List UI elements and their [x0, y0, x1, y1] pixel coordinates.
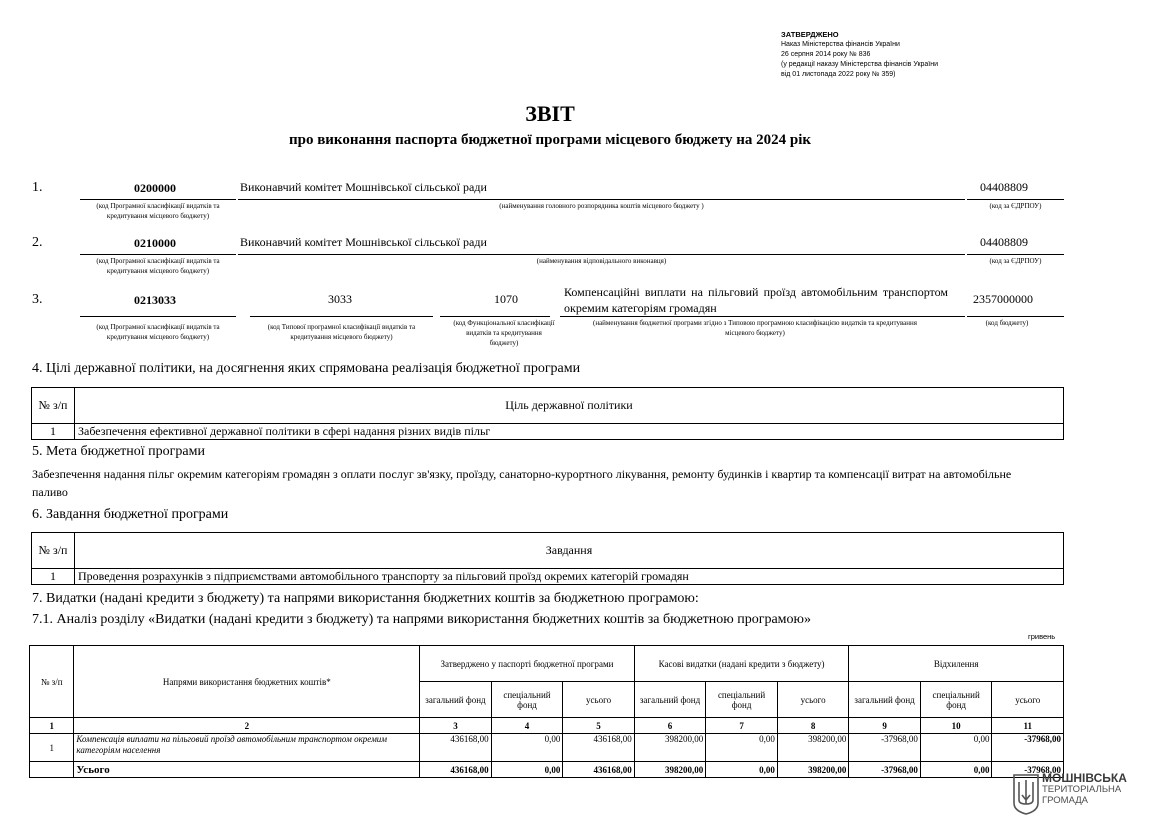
underline	[238, 254, 965, 255]
header-number: № з/п	[30, 646, 74, 718]
header-number: № з/п	[32, 533, 75, 569]
row2-number: 2.	[32, 235, 43, 250]
header-total: усього	[992, 682, 1064, 718]
header-total: усього	[777, 682, 848, 718]
row3-code: 0213033	[134, 293, 176, 307]
value-cell: -37968,00	[849, 734, 920, 762]
row3-number: 3.	[32, 292, 43, 307]
column-number: 1	[30, 718, 74, 734]
total-cell: 0,00	[920, 762, 992, 778]
row1-code: 0200000	[134, 181, 176, 195]
value-cell: 0,00	[491, 734, 563, 762]
section-5-title: 5. Мета бюджетної програми	[32, 444, 205, 459]
caption: (найменування бюджетної програми згідно з Типовою програмною класифікацією видатків та кредитування місцевого бюджету)	[593, 319, 917, 337]
approval-head: ЗАТВЕРДЖЕНО	[781, 30, 839, 39]
row2-name: Виконавчий комітет Мошнівської сільської ради	[240, 235, 487, 249]
purpose-text: Забезпечення надання пільг окремим категоріям громадян з оплати послуг зв'язку, проїзду, санаторно-курортного лікування, ремонту будинків і квартир та компенсації витрат на автомобільне паливо	[32, 467, 1012, 499]
column-number: 4	[491, 718, 563, 734]
column-number: 8	[777, 718, 848, 734]
approval-line: Наказ Міністерства фінансів України	[781, 41, 900, 48]
value-cell: 0,00	[706, 734, 778, 762]
total-cell: 0,00	[491, 762, 563, 778]
header-special: спеціальний фонд	[706, 682, 778, 718]
header-special: спеціальний фонд	[491, 682, 563, 718]
value-cell: 398200,00	[634, 734, 705, 762]
column-number: 9	[849, 718, 920, 734]
approval-line: 26 серпня 2014 року № 836	[781, 51, 871, 58]
underline	[238, 199, 965, 200]
value-cell: -37968,00	[992, 734, 1064, 762]
caption: (код за ЄДРПОУ)	[989, 202, 1042, 210]
approval-line: від 01 листопада 2022 року № 359)	[781, 71, 896, 78]
value-cell: 398200,00	[777, 734, 848, 762]
task-text: Проведення розрахунків з підприємствами автомобільного транспорту за пільговий проїзд окремих категорій громадян	[75, 569, 1064, 585]
column-number: 6	[634, 718, 705, 734]
section-7-1-title: 7.1. Аналіз розділу «Видатки (надані кредити з бюджету) та напрями використання бюджетних коштів за бюджетною програмою»	[32, 612, 812, 627]
header-deviation: Відхилення	[849, 646, 1064, 682]
total-cell: 436168,00	[563, 762, 634, 778]
value-cell: 0,00	[920, 734, 992, 762]
caption: (код бюджету)	[985, 319, 1029, 327]
caption: (код за ЄДРПОУ)	[989, 257, 1042, 265]
underline	[80, 316, 236, 317]
underline	[250, 316, 433, 317]
section-6-title: 6. Завдання бюджетної програми	[32, 507, 229, 522]
approval-line: (у редакції наказу Міністерства фінансів України	[781, 61, 939, 68]
unit-label: гривень	[1028, 632, 1056, 641]
caption: (найменування відповідального виконавця)	[536, 257, 667, 265]
watermark-line: ТЕРИТОРІАЛЬНА	[1042, 784, 1122, 795]
header-goal: Ціль державної політики	[75, 388, 1064, 424]
row2-code: 0210000	[134, 236, 176, 250]
underline	[80, 254, 236, 255]
row3-fkv: 1070	[494, 292, 518, 306]
row-number: 1	[32, 569, 75, 585]
header-cash: Касові видатки (надані кредити з бюджету)	[634, 646, 849, 682]
trident-emblem-icon	[1012, 773, 1040, 815]
column-number: 11	[992, 718, 1064, 734]
goal-text: Забезпечення ефективної державної політики в сфері надання різних видів пільг	[75, 424, 1064, 440]
row1-number: 1.	[32, 180, 43, 195]
caption: (код Типової програмної класифікації видатків та кредитування місцевого бюджету)	[267, 323, 416, 341]
column-number: 10	[920, 718, 992, 734]
total-cell: 398200,00	[777, 762, 848, 778]
empty-cell	[30, 762, 74, 778]
row-number: 1	[32, 424, 75, 440]
row1-name: Виконавчий комітет Мошнівської сільської ради	[240, 180, 487, 194]
row3-name: Компенсаційні виплати на пільговий проїзд автомобільним транспортом окремим категоріям громадян	[564, 285, 948, 315]
underline	[967, 199, 1064, 200]
row1-edrpou: 04408809	[980, 180, 1028, 194]
row3-tpkv: 3033	[328, 292, 352, 306]
direction-text: Компенсація виплати на пільговий проїзд автомобільним транспортом окремим категоріям населення	[74, 734, 420, 762]
header-general: загальний фонд	[634, 682, 705, 718]
caption: (найменування головного розпорядника коштів місцевого бюджету )	[499, 202, 704, 210]
value-cell: 436168,00	[420, 734, 491, 762]
watermark-text	[1042, 773, 1127, 806]
caption: (код Програмної класифікації видатків та кредитування місцевого бюджету)	[96, 323, 220, 341]
caption: (код Програмної класифікації видатків та кредитування місцевого бюджету)	[96, 257, 220, 275]
total-label: Усього	[74, 762, 420, 778]
underline	[967, 316, 1064, 317]
goals-table	[31, 387, 1064, 440]
section-7-title: 7. Видатки (надані кредити з бюджету) та напрями використання бюджетних коштів за бюджетною програмою:	[32, 591, 699, 606]
value-cell: 436168,00	[563, 734, 634, 762]
total-cell: -37968,00	[992, 762, 1064, 778]
total-cell: 398200,00	[634, 762, 705, 778]
total-cell: 436168,00	[420, 762, 491, 778]
underline	[440, 316, 550, 317]
column-number: 3	[420, 718, 491, 734]
total-cell: 0,00	[706, 762, 778, 778]
header-general: загальний фонд	[420, 682, 491, 718]
column-number: 5	[563, 718, 634, 734]
caption: (код Функціональної класифікації видатків та кредитування бюджету)	[453, 319, 555, 347]
expenses-table	[29, 645, 1064, 778]
total-row	[30, 762, 1064, 778]
approval-stamp	[781, 30, 938, 80]
document-subtitle: про виконання паспорта бюджетної програми місцевого бюджету на 2024 рік	[288, 132, 812, 148]
header-general: загальний фонд	[849, 682, 920, 718]
row-number: 1	[30, 734, 74, 762]
header-number: № з/п	[32, 388, 75, 424]
row2-edrpou: 04408809	[980, 235, 1028, 249]
table-row	[30, 734, 1064, 762]
header-special: спеціальний фонд	[920, 682, 992, 718]
underline	[560, 316, 965, 317]
total-cell: -37968,00	[849, 762, 920, 778]
row3-budget-code: 2357000000	[973, 292, 1033, 306]
section-4-title: 4. Цілі державної політики, на досягнення яких спрямована реалізація бюджетної програми	[32, 361, 581, 376]
header-total: усього	[563, 682, 634, 718]
document-title: ЗВІТ	[525, 101, 575, 126]
header-direction: Напрями використання бюджетних коштів*	[74, 646, 420, 718]
caption: (код Програмної класифікації видатків та кредитування місцевого бюджету)	[96, 202, 220, 220]
column-number: 7	[706, 718, 778, 734]
watermark-line: ГРОМАДА	[1042, 795, 1088, 806]
underline	[80, 199, 236, 200]
underline	[967, 254, 1064, 255]
watermark-line: МОШНІВСЬКА	[1042, 771, 1127, 785]
tasks-table	[31, 532, 1064, 585]
header-approved: Затверджено у паспорті бюджетної програми	[420, 646, 635, 682]
column-number: 2	[74, 718, 420, 734]
header-task: Завдання	[75, 533, 1064, 569]
